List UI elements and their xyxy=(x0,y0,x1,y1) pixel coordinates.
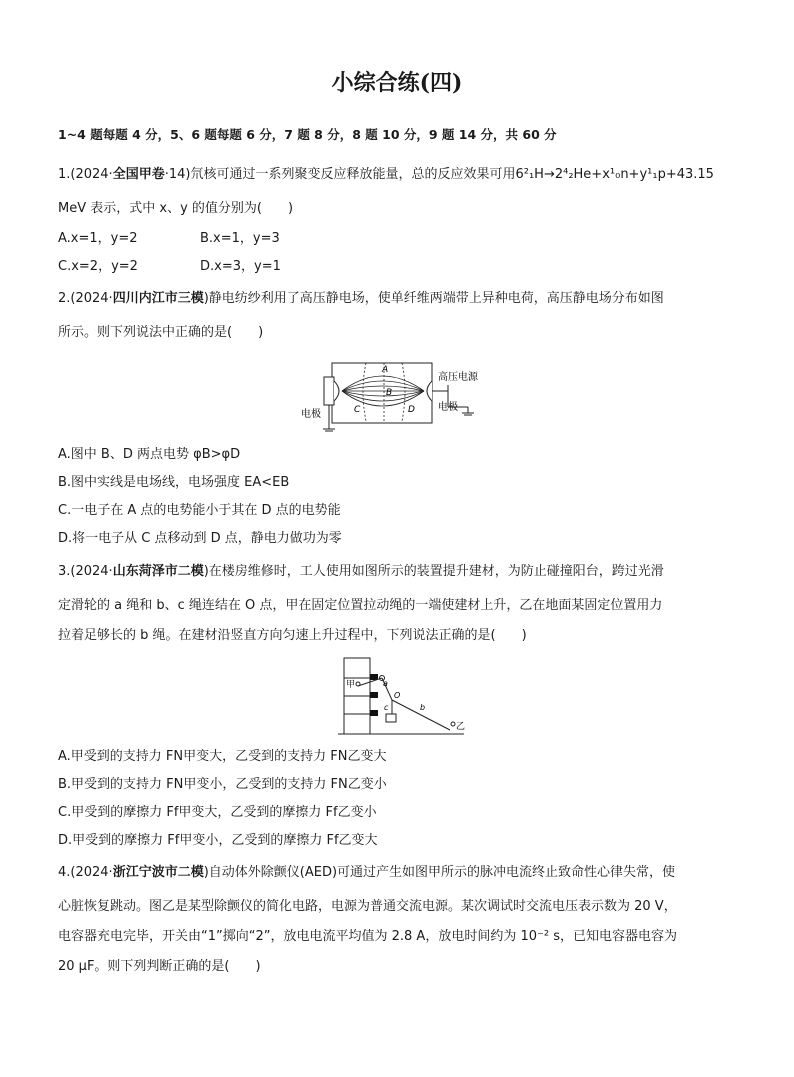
question-text: 在楼房维修时，工人使用如图所示的装置提升建材，为防止碰撞阳台，跨过光滑 xyxy=(208,564,664,579)
q3-option-c[interactable]: C.甲受到的摩擦力 Ff甲变大，乙受到的摩擦力 Ff乙变小 xyxy=(58,805,377,820)
right-electrode-label: 电极 xyxy=(438,402,458,413)
q3-option-b[interactable]: B.甲受到的支持力 FN甲变小，乙受到的支持力 FN乙变小 xyxy=(58,777,387,792)
question-4-line-3: 电容器充电完毕，开关由“1”掷向“2”，放电电流平均值为 2.8 A，放电时间约为 10⁻² s，已知电容器电容为 xyxy=(58,929,677,944)
question-2-line-1 xyxy=(58,290,664,308)
question-text: 氘核可通过一系列聚变反应释放能量，总的反应效果可用6 xyxy=(190,167,524,182)
q3-option-d[interactable]: D.甲受到的摩擦力 Ff甲变小，乙受到的摩擦力 Ff乙变大 xyxy=(58,833,378,848)
worker-jia xyxy=(356,682,360,686)
field-lines xyxy=(342,376,424,406)
question-4-line-1 xyxy=(58,864,675,882)
question-number: 1.(2024· xyxy=(58,167,113,182)
label-o: O xyxy=(394,691,401,700)
question-source: 浙江宁波市二模 xyxy=(112,865,204,880)
question-2-line-2: 所示。则下列说法中正确的是( ) xyxy=(58,325,264,340)
question-number: 4.(2024· xyxy=(58,865,113,880)
question-text: 静电纺纱利用了高压静电场，使单纤维两端带上异种电荷，高压静电场分布如图 xyxy=(208,291,664,306)
question-3-line-2: 定滑轮的 a 绳和 b、c 绳连结在 O 点，甲在固定位置拉动绳的一端使建材上升，乙在地面某固定位置用力 xyxy=(58,598,663,613)
score-description: 1~4 题每题 4 分，5、6 题每题 6 分，7 题 8 分，8 题 10 分，9 题 14 分，共 60 分 xyxy=(58,127,557,142)
q3-option-a[interactable]: A.甲受到的支持力 FN甲变大，乙受到的支持力 FN乙变大 xyxy=(58,749,387,764)
label-b: b xyxy=(420,703,426,712)
question-text: 自动体外除颤仪(AED)可通过产生如图甲所示的脉冲电流终止致命性心律失常，使 xyxy=(208,865,676,880)
label-point-b: B xyxy=(386,388,393,398)
question-number: 2.(2024· xyxy=(58,291,113,306)
q1-option-b[interactable]: B.x=1，y=3 xyxy=(200,231,280,246)
question-4-line-4: 20 μF。则下列判断正确的是( ) xyxy=(58,959,261,974)
left-electrode-label: 电极 xyxy=(301,409,321,420)
question-source: 四川内江市三模 xyxy=(112,291,204,306)
balcony-2 xyxy=(370,692,378,698)
left-electrode xyxy=(324,377,334,405)
balcony-1 xyxy=(370,674,378,680)
label-jia: 甲 xyxy=(346,680,356,690)
label-yi: 乙 xyxy=(456,722,466,732)
q1-option-a[interactable]: A.x=1，y=2 xyxy=(58,231,138,246)
label-a: a xyxy=(383,679,388,688)
q1-option-c[interactable]: C.x=2，y=2 xyxy=(58,259,138,274)
electrostatic-field-figure xyxy=(298,357,498,435)
q2-option-a[interactable]: A.图中 B、D 两点电势 φB>φD xyxy=(58,447,241,462)
label-point-a: A xyxy=(382,365,389,375)
left-electrode-head xyxy=(334,381,339,401)
page-title: 小综合练(四) xyxy=(331,70,463,96)
q2-option-c[interactable]: C.一电子在 A 点的电势能小于其在 D 点的电势能 xyxy=(58,503,341,518)
nuclear-formula: ²₁H→2⁴₂He+x¹₀n+y¹₁p+43.15 xyxy=(523,167,714,182)
question-3-line-3: 拉着足够长的 b 绳。在建材沿竖直方向匀速上升过程中，下列说法正确的是( ) xyxy=(58,628,527,643)
question-source: 全国甲卷 xyxy=(112,167,165,182)
question-source-tail: ) xyxy=(203,865,209,880)
label-point-c: C xyxy=(354,405,361,415)
q2-option-d[interactable]: D.将一电子从 C 点移动到 D 点，静电力做功为零 xyxy=(58,531,342,546)
q1-option-d[interactable]: D.x=3，y=1 xyxy=(200,259,281,274)
question-1-line-2: MeV 表示，式中 x、y 的值分别为( ) xyxy=(58,201,294,216)
question-source-tail: ) xyxy=(203,564,209,579)
question-3-line-1 xyxy=(58,563,664,581)
hv-source-label: 高压电源 xyxy=(438,372,478,383)
right-electrode-head xyxy=(427,381,432,401)
question-source-tail: ) xyxy=(203,291,209,306)
worker-yi xyxy=(451,722,455,726)
label-c: c xyxy=(384,703,389,712)
question-source-tail: ·14) xyxy=(164,167,191,182)
question-number: 3.(2024· xyxy=(58,564,113,579)
question-4-line-2: 心脏恢复跳动。图乙是某型除颤仪的简化电路，电源为普通交流电源。某次调试时交流电压表示数为 20 V， xyxy=(58,899,677,914)
material-block xyxy=(386,714,396,722)
question-source: 山东菏泽市二模 xyxy=(112,564,204,579)
q2-option-b[interactable]: B.图中实线是电场线，电场强度 EA<EB xyxy=(58,475,290,490)
label-point-d: D xyxy=(408,405,415,415)
question-1-line-1 xyxy=(58,166,714,184)
building-pulley-figure xyxy=(336,656,466,738)
balcony-3 xyxy=(370,710,378,716)
